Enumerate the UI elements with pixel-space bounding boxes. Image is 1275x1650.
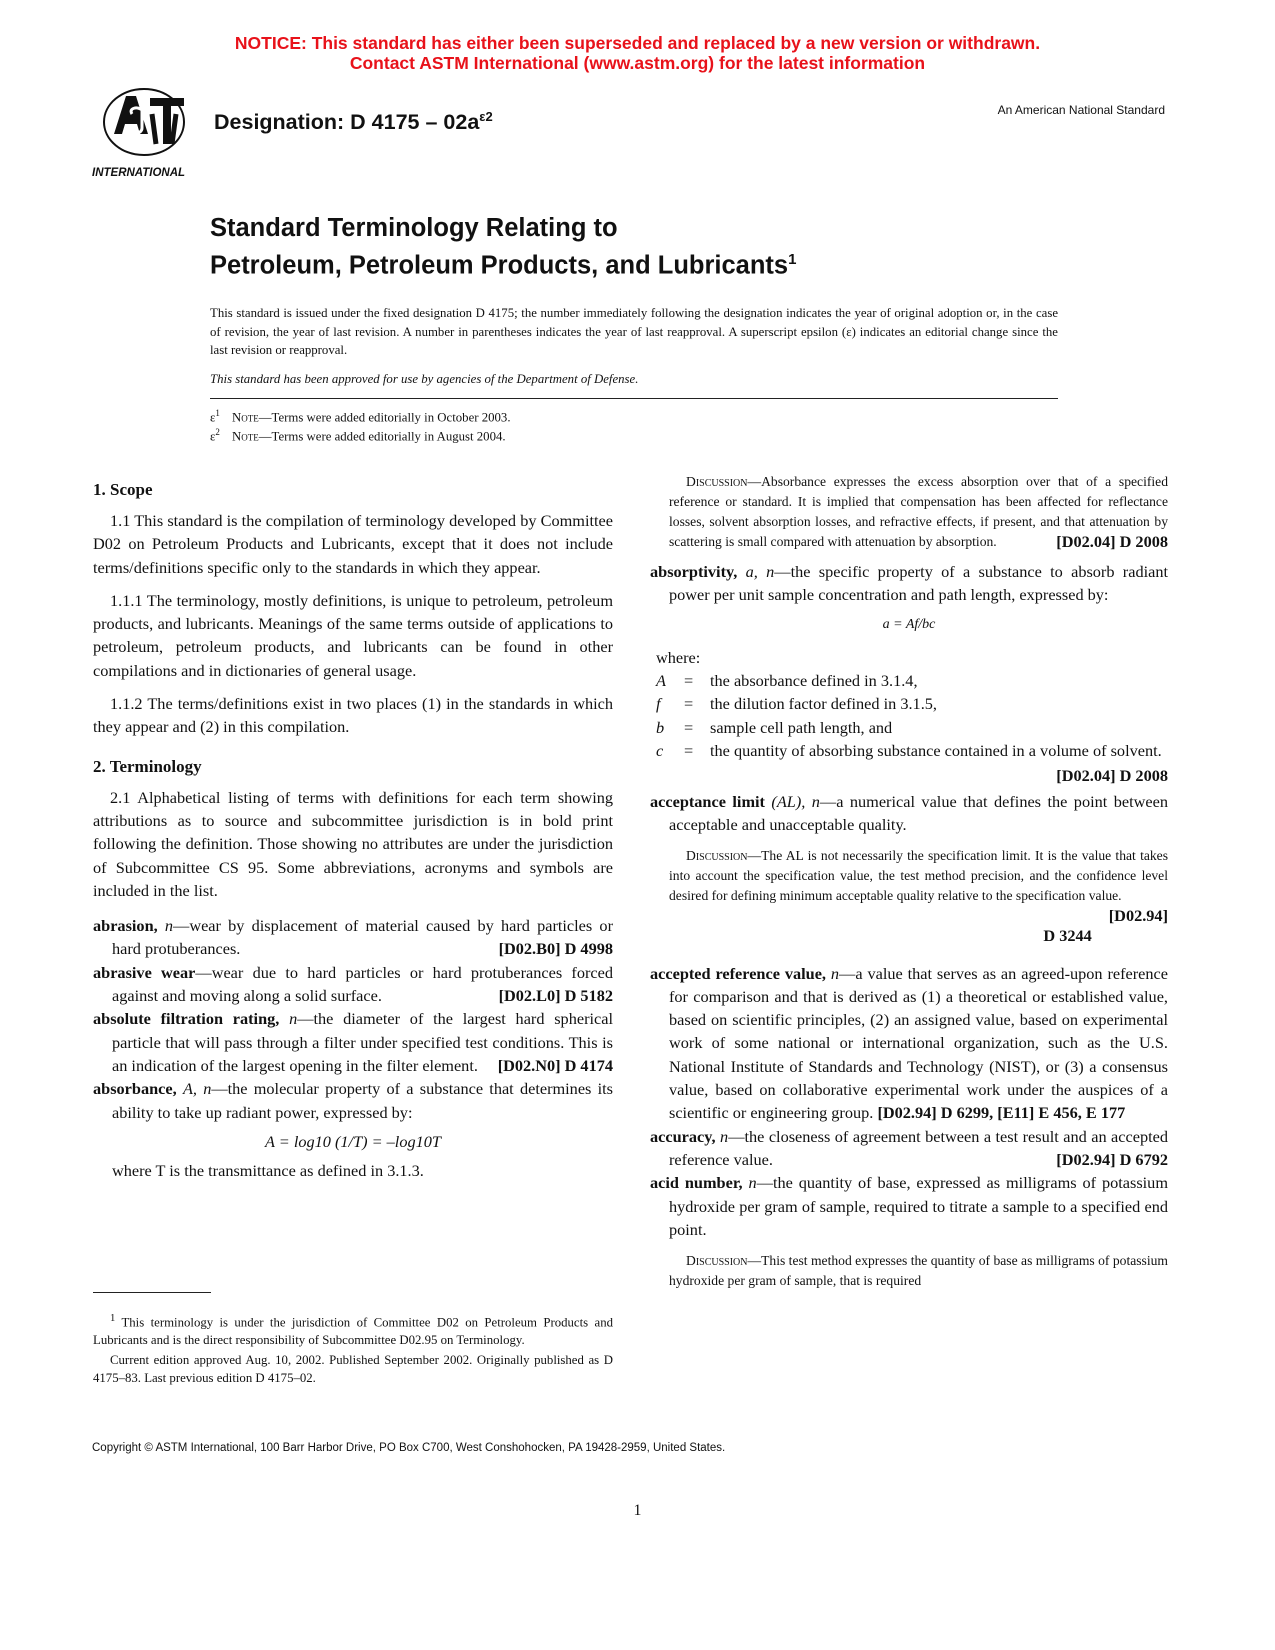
term-pos: n: [830, 963, 840, 983]
term-name: abrasion,: [93, 916, 158, 936]
scope-para-2: 1.1.1 The terminology, mostly definitions, is unique to petroleum, petroleum products, and lubricants. Meanings of the same terms outside of applications to petroleum, petroleum products, and lubricants can be found in other compilations and in dictionaries of general usage.: [93, 590, 613, 680]
term-def: —a value that serves as an agreed-upon reference for comparison and that is derived as (1) a theoretical or established value, based on scientific principles, (2) an assigned value, based on experimental work of some national or international organization, such as the U.S. National Institute of Standards and Technology (NIST), or (3) a consensus value, based on collaborative experimental work under the auspices of a scientific or engineering group.: [669, 963, 1168, 1123]
absorbance-discussion: [669, 472, 1168, 552]
divider: [210, 398, 1058, 399]
acceptance-jurisdiction-2: D 3244: [1043, 926, 1092, 946]
title-line-2: Petroleum, Petroleum Products, and Lubricants: [210, 251, 789, 280]
term-def: —the quantity of base, expressed as milligrams of potassium hydroxide per gram of sample, required to titrate a sample to a specified end point.: [669, 1173, 1168, 1239]
term-def: —wear due to hard particles or hard protuberances forced against and moving along a solid surface.: [112, 962, 613, 1006]
absorbance-where: where T is the transmittance as defined in 3.1.3.: [112, 1161, 424, 1181]
title-line-1: Standard Terminology Relating to: [210, 214, 618, 242]
astm-logo-icon: [92, 84, 202, 184]
note-2-label: Note: [232, 429, 259, 444]
term-name: acceptance limit: [650, 791, 765, 811]
term-pos: n: [720, 1126, 729, 1146]
discussion-label: Discussion: [686, 848, 748, 864]
note-1-label: Note: [232, 410, 259, 425]
notice-line-2: Contact ASTM International (www.astm.org) for the latest information: [349, 53, 926, 73]
designation: [214, 109, 493, 135]
where-eq: =: [684, 671, 694, 691]
scope-para-3: 1.1.2 The terms/definitions exist in two places (1) in the standards in which they appear and (2) in this compilation.: [93, 694, 613, 737]
term-symbol: a,: [745, 562, 758, 581]
acid-number-discussion: [669, 1251, 1168, 1291]
logo-text: INTERNATIONAL: [92, 167, 186, 179]
term-jurisdiction: [D02.L0] D 5182: [498, 986, 613, 1006]
designation-text: Designation: D 4175 – 02a: [214, 110, 480, 135]
astm-logo: [92, 84, 202, 184]
right-column: [650, 474, 1169, 1299]
where-eq: =: [684, 717, 694, 737]
term-jurisdiction: [D02.94]: [1108, 906, 1168, 926]
where-var: A: [656, 671, 666, 691]
absorptivity-jurisdiction: [D02.04] D 2008: [1056, 766, 1168, 786]
where-eq: =: [684, 741, 694, 761]
term-name: accepted reference value,: [650, 963, 826, 983]
where-desc: the dilution factor defined in 3.1.5,: [710, 694, 937, 714]
where-row: [656, 669, 1168, 692]
terminology-para-1: 2.1 Alphabetical listing of terms with definitions for each term showing attributions as to source and subcommittee jurisdiction is in bold print following the definition. Those showing no attributes are under the jurisdiction of Subcommittee CS 95. Some abbreviations, acronyms and symbols are included in the list.: [93, 787, 613, 900]
term-name: abrasive wear: [93, 962, 196, 982]
term-name: absolute filtration rating,: [93, 1009, 280, 1029]
note-2-text: —Terms were added editorially in August 2004.: [258, 429, 506, 444]
term-def: —wear by displacement of material caused by hard particles or hard protuberances.: [112, 916, 613, 959]
title-footnote-mark: 1: [788, 251, 797, 268]
footnote-rule: [93, 1292, 211, 1293]
left-column: [93, 478, 613, 1182]
where-var: f: [656, 694, 661, 714]
footnote-mark: 1: [110, 1313, 116, 1324]
where-desc: sample cell path length, and: [710, 717, 893, 737]
note-1-text: —Terms were added editorially in October 2003.: [258, 410, 511, 425]
note-2-sup: 2: [215, 427, 220, 437]
term-jurisdiction: [D02.94] D 6792: [1056, 1149, 1168, 1169]
term-jurisdiction: [D02.94] D 6299, [E11] E 456, E 177: [877, 1103, 1126, 1123]
notice-banner: [0, 33, 1275, 73]
term-def: —a numerical value that defines the point between acceptable and unacceptable quality.: [669, 791, 1168, 834]
terminology-heading: 2. Terminology: [93, 756, 202, 776]
term-def: —the specific property of a substance to absorb radiant power per unit sample concentration and path length, expressed by:: [669, 562, 1169, 605]
preamble: This standard is issued under the fixed designation D 4175; the number immediately following the designation indicates the year of original adoption or, in the case of revision, the year of last revision. A number in parentheses indicates the year of last reapproval. A superscript epsilon (ε) indicates an editorial change since the last revision or reapproval.: [210, 306, 1058, 357]
discussion-text: —Absorbance expresses the excess absorption over that of a specified reference or standard. It is implied that compensation has been affected for reflectance losses, solvent absorption losses, and refractive effects, if present, and that attenuation by scattering is small compared with attenuation by absorption.: [669, 474, 1168, 549]
where-row: [656, 716, 1168, 739]
term-pos: n: [766, 562, 775, 581]
term-acceptance-limit: [650, 790, 1168, 837]
term-pos: n: [748, 1173, 757, 1193]
absorptivity-where: [656, 646, 1168, 762]
term-pos: n: [164, 916, 174, 936]
designation-sup: ε2: [479, 109, 493, 124]
acceptance-discussion: [669, 846, 1168, 926]
footnote-para-2: Current edition approved Aug. 10, 2002. Published September 2002. Originally published as D 4175–83. Last previous edition D 4175–02.: [93, 1353, 613, 1386]
term-absorptivity: [650, 560, 1168, 607]
term-jurisdiction: [D02.N0] D 4174: [497, 1055, 613, 1075]
footnote-para-1: This terminology is under the jurisdiction of Committee D02 on Petroleum Products and Lubricants and is the direct responsibility of Subcommittee D02.95 on Terminology.: [93, 1315, 613, 1348]
term-name: accuracy,: [650, 1126, 716, 1146]
discussion-label: Discussion: [686, 1253, 748, 1269]
term-abbr: (AL),: [771, 791, 806, 811]
term-name: acid number,: [650, 1173, 743, 1193]
term-def: —the diameter of the largest hard spherical particle that will pass through a filter under specified test conditions. This is an indication of the largest opening in the filter element.: [112, 1009, 613, 1075]
where-var: b: [656, 717, 665, 737]
term-abrasion: [93, 914, 613, 961]
term-accepted-reference-value: [650, 962, 1168, 1125]
american-national-standard: An American National Standard: [997, 103, 1165, 117]
term-pos: n: [203, 1079, 212, 1099]
term-name: absorptivity,: [650, 562, 738, 581]
term-pos: n: [289, 1009, 298, 1029]
copyright: Copyright © ASTM International, 100 Barr Harbor Drive, PO Box C700, West Conshohocken, PA 19428-2959, United States.: [92, 1442, 726, 1454]
discussion-text: —This test method expresses the quantity of base as milligrams of potassium hydroxide per gram of sample, that is required: [669, 1253, 1168, 1289]
where-label: where:: [656, 647, 701, 667]
term-pos: n: [811, 791, 820, 811]
term-def: —the closeness of agreement between a test result and an accepted reference value.: [669, 1126, 1168, 1169]
term-absorbance: [93, 1077, 613, 1124]
term-name: absorbance,: [93, 1079, 177, 1099]
where-row: [656, 692, 1168, 715]
page-title: [210, 213, 796, 282]
absorbance-formula: A = log10 (1/T) = –log10T: [265, 1131, 441, 1151]
term-def: —the molecular property of a substance that determines its ability to take up radiant power, expressed by:: [112, 1079, 614, 1122]
term-absolute-filtration-rating: [93, 1007, 613, 1077]
term-jurisdiction: [D02.04] D 2008: [1056, 532, 1168, 551]
term-symbol: A,: [182, 1079, 197, 1099]
term-acid-number: [650, 1171, 1168, 1241]
term-jurisdiction: [D02.B0] D 4998: [498, 939, 613, 959]
dod-statement: This standard has been approved for use by agencies of the Department of Defense.: [210, 372, 639, 386]
where-row: [656, 739, 1168, 762]
where-desc: the quantity of absorbing substance contained in a volume of solvent.: [710, 741, 1162, 761]
discussion-text: —The AL is not necessarily the specification limit. It is the value that takes into account the specification value, the test method precision, and the confidence level desired for defining minimum acceptable quality relative to the specification value.: [669, 848, 1168, 904]
scope-heading: 1. Scope: [93, 480, 153, 499]
footnote: [93, 1310, 613, 1389]
where-eq: =: [684, 694, 694, 714]
where-var: c: [656, 741, 664, 761]
term-abrasive-wear: [93, 961, 613, 1008]
term-accuracy: [650, 1125, 1168, 1172]
discussion-label: Discussion: [686, 474, 748, 489]
note-1-sup: 1: [215, 408, 220, 418]
scope-para-1: 1.1 This standard is the compilation of terminology developed by Committee D02 on Petroleum Products and Lubricants, except that it does not include terms/definitions specific only to the standards in which they appear.: [93, 511, 613, 577]
absorptivity-formula: a = Af/bc: [882, 616, 936, 632]
notice-line-1: NOTICE: This standard has either been superseded and replaced by a new version or withdrawn.: [234, 33, 1041, 53]
editorial-note-2: [210, 423, 506, 446]
where-desc: the absorbance defined in 3.1.4,: [710, 671, 918, 691]
page-number: 1: [633, 1502, 642, 1519]
note-2-mark: ε: [210, 429, 216, 444]
note-1-mark: ε: [210, 410, 216, 425]
